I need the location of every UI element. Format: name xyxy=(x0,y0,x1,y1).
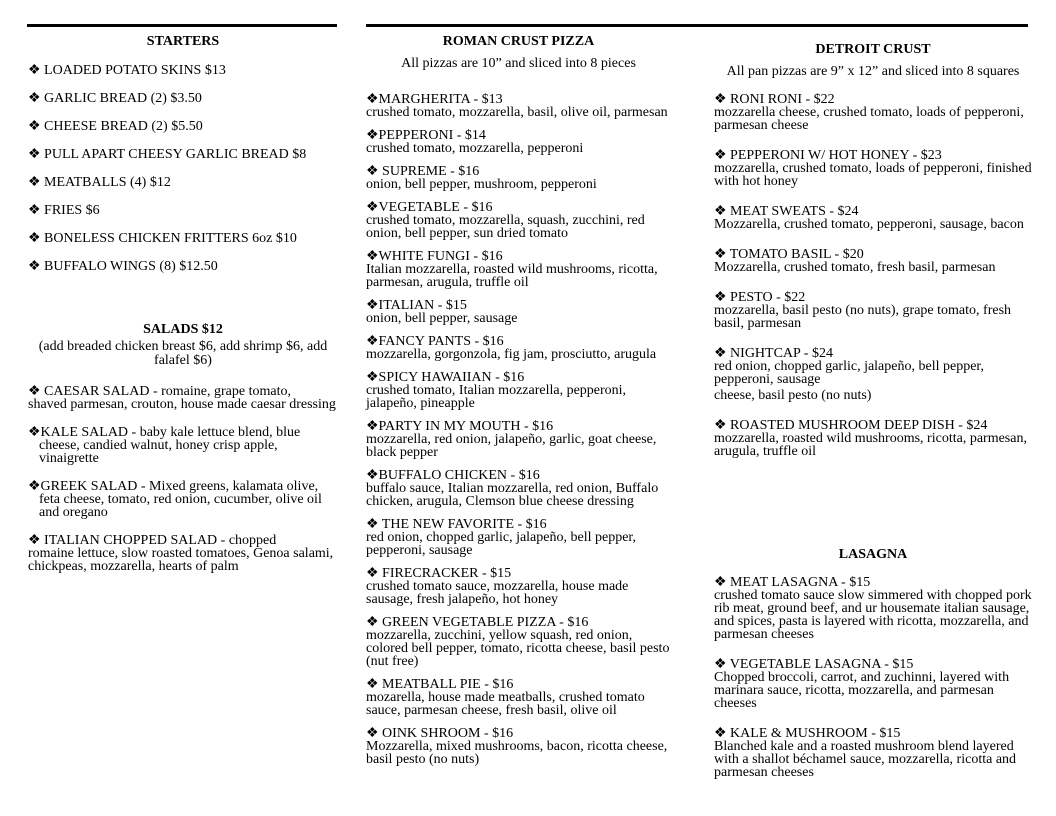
pizza-desc: crushed tomato, mozzarella, squash, zucchini, red onion, bell pepper, sun dried tomato xyxy=(366,213,645,241)
starter-item: ❖ CHEESE BREAD (2) $5.50 xyxy=(28,119,203,134)
pizza-name: ❖WHITE FUNGI - $16 xyxy=(366,249,503,264)
pizza-item xyxy=(714,205,1032,231)
pizza-desc: Mozzarella, mixed mushrooms, bacon, ricotta cheese, basil pesto (no nuts) xyxy=(366,739,668,767)
pizza-name: ❖ MEATBALL PIE - $16 xyxy=(366,677,514,692)
pizza-name: ❖ITALIAN - $15 xyxy=(366,298,467,313)
lasagna-section xyxy=(714,547,1032,779)
pizza-item xyxy=(366,616,671,668)
pizza-name: ❖SPICY HAWAIIAN - $16 xyxy=(366,370,525,385)
roman-crust-column xyxy=(366,34,671,766)
starter-item: ❖ FRIES $6 xyxy=(28,203,100,218)
pizza-item xyxy=(714,419,1032,458)
pizza-desc: mozzarella, basil pesto (no nuts), grape tomato, fresh basil, parmesan xyxy=(714,303,1012,331)
pizza-item xyxy=(366,518,671,557)
pizza-name: ❖PEPPERONI - $14 xyxy=(366,128,486,143)
pizza-desc: onion, bell pepper, mushroom, pepperoni xyxy=(366,177,597,192)
pizza-name: ❖ OINK SHROOM - $16 xyxy=(366,726,514,741)
pizza-desc: red onion, chopped garlic, jalapeño, bell pepper, pepperoni, sausage xyxy=(714,359,985,387)
pizza-desc: crushed tomato, mozzarella, basil, olive oil, parmesan xyxy=(366,105,668,120)
starter-item: ❖ BUFFALO WINGS (8) $12.50 xyxy=(28,259,218,274)
pizza-desc: mozzarella, crushed tomato, loads of pepperoni, finished with hot honey xyxy=(714,161,1032,189)
pizza-item xyxy=(714,93,1032,132)
pizza-item xyxy=(714,347,1032,402)
detroit-list xyxy=(714,93,1032,458)
starters-list xyxy=(28,62,338,275)
pizza-item xyxy=(366,469,671,508)
pizza-desc-continued: cheese, basil pesto (no nuts) xyxy=(714,388,872,403)
pizza-desc: Italian mozzarella, roasted wild mushrooms, ricotta, parmesan, arugula, truffle oil xyxy=(366,262,658,290)
lasagna-item xyxy=(714,658,1032,710)
salads-section xyxy=(28,322,338,573)
pizza-desc: mozzarella, zucchini, yellow squash, red onion, colored bell pepper, tomato, ricotta cheese, basil pesto (nut free) xyxy=(366,628,670,669)
pizza-name: ❖ PEPPERONI W/ HOT HONEY - $23 xyxy=(714,148,942,163)
starter-item: ❖ GARLIC BREAD (2) $3.50 xyxy=(28,91,202,106)
starters-heading: STARTERS xyxy=(146,34,220,49)
starter-item: ❖ LOADED POTATO SKINS $13 xyxy=(28,63,226,78)
salad-desc: feta cheese, tomato, red onion, cucumber, olive oil and oregano xyxy=(39,492,322,520)
pizza-name: ❖ GREEN VEGETABLE PIZZA - $16 xyxy=(366,615,589,630)
pizza-name: ❖ RONI RONI - $22 xyxy=(714,92,835,107)
left-top-rule xyxy=(27,24,337,27)
pizza-name: ❖VEGETABLE - $16 xyxy=(366,200,493,215)
pizza-item xyxy=(366,250,671,289)
pizza-desc: buffalo sauce, Italian mozzarella, red onion, Buffalo chicken, arugula, Clemson blue cheese dressing xyxy=(366,481,659,509)
pizza-item xyxy=(366,420,671,459)
pizza-desc: mozzarella, gorgonzola, fig jam, prosciutto, arugula xyxy=(366,347,657,362)
salads-heading: SALADS $12 xyxy=(143,322,223,337)
pizza-name: ❖ NIGHTCAP - $24 xyxy=(714,346,833,361)
pizza-name: ❖ THE NEW FAVORITE - $16 xyxy=(366,517,547,532)
pizza-desc: mozarella, house made meatballs, crushed tomato sauce, parmesan cheese, fresh basil, olive oil xyxy=(366,690,645,718)
pizza-desc: crushed tomato, mozzarella, pepperoni xyxy=(366,141,584,156)
pizza-desc: crushed tomato, Italian mozzarella, pepperoni, jalapeño, pineapple xyxy=(366,383,627,411)
lasagna-name: ❖ KALE & MUSHROOM - $15 xyxy=(714,726,901,741)
lasagna-item xyxy=(714,727,1032,779)
roman-heading: ROMAN CRUST PIZZA xyxy=(442,34,595,49)
detroit-crust-column xyxy=(714,42,1032,458)
pizza-name: ❖PARTY IN MY MOUTH - $16 xyxy=(366,419,554,434)
salad-item xyxy=(28,385,338,411)
roman-subtitle: All pizzas are 10” and sliced into 8 pieces xyxy=(401,56,636,71)
pizza-item xyxy=(366,678,671,717)
salad-desc: romaine lettuce, slow roasted tomatoes, Genoa salami, chickpeas, mozzarella, hearts of palm xyxy=(28,546,334,574)
salad-item xyxy=(28,426,338,465)
pizza-item xyxy=(366,129,671,155)
pizza-item xyxy=(714,291,1032,330)
pizza-item xyxy=(366,371,671,410)
roman-list xyxy=(366,93,671,766)
salads-note: (add breaded chicken breast $6, add shrimp $6, add falafel $6) xyxy=(38,339,328,368)
salad-title-line: ❖ CAESAR SALAD - romaine, grape tomato, xyxy=(28,384,291,399)
pizza-name: ❖MARGHERITA - $13 xyxy=(366,92,503,107)
pizza-desc: mozzarella cheese, crushed tomato, loads of pepperoni, parmesan cheese xyxy=(714,105,1024,133)
pizza-item xyxy=(366,201,671,240)
starters-column xyxy=(28,34,338,275)
pizza-item xyxy=(366,335,671,361)
lasagna-desc: Blanched kale and a roasted mushroom blend layered with a shallot béchamel sauce, mozzarella, ricotta and parmesan cheeses xyxy=(714,739,1017,780)
pizza-item xyxy=(366,93,671,119)
pizza-name: ❖ TOMATO BASIL - $20 xyxy=(714,247,864,262)
pizza-item xyxy=(366,567,671,606)
salad-title-line: ❖ ITALIAN CHOPPED SALAD - chopped xyxy=(28,533,277,548)
pizza-desc: mozzarella, roasted wild mushrooms, ricotta, parmesan, arugula, truffle oil xyxy=(714,431,1027,459)
salad-item xyxy=(28,534,338,573)
pizza-name: ❖ SUPREME - $16 xyxy=(366,164,480,179)
pizza-item xyxy=(366,727,671,766)
lasagna-desc: Chopped broccoli, carrot, and zuchinni, layered with marinara sauce, ricotta, mozzarella, and parmesan cheeses xyxy=(714,670,1010,711)
pizza-item xyxy=(714,149,1032,188)
lasagna-name: ❖ MEAT LASAGNA - $15 xyxy=(714,575,871,590)
salad-title-line: ❖KALE SALAD - baby kale lettuce blend, blue xyxy=(28,425,301,440)
lasagna-item xyxy=(714,576,1032,641)
pizza-item xyxy=(366,299,671,325)
detroit-subtitle: All pan pizzas are 9” x 12” and sliced into 8 squares xyxy=(726,64,1020,79)
salad-item xyxy=(28,480,338,519)
pizza-name: ❖ PESTO - $22 xyxy=(714,290,806,305)
salad-title-line: ❖GREEK SALAD - Mixed greens, kalamata olive, xyxy=(28,479,319,494)
pizza-desc: red onion, chopped garlic, jalapeño, bell pepper, pepperoni, sausage xyxy=(366,530,637,558)
pizza-desc: Mozzarella, crushed tomato, pepperoni, sausage, bacon xyxy=(714,217,1024,232)
pizza-name: ❖ MEAT SWEATS - $24 xyxy=(714,204,859,219)
pizza-desc: crushed tomato sauce, mozzarella, house made sausage, fresh jalapeño, hot honey xyxy=(366,579,629,607)
pizza-name: ❖FANCY PANTS - $16 xyxy=(366,334,504,349)
starter-item: ❖ MEATBALLS (4) $12 xyxy=(28,175,171,190)
pizza-desc: onion, bell pepper, sausage xyxy=(366,311,518,326)
pizza-desc: Mozzarella, crushed tomato, fresh basil, parmesan xyxy=(714,260,996,275)
lasagna-desc: crushed tomato sauce slow simmered with chopped pork rib meat, ground beef, and ur housemate italian sausage, and spices, pasta is layered with ricotta, mozzarella, and parmesan cheeses xyxy=(714,588,1032,642)
pizza-desc: mozzarella, red onion, jalapeño, garlic, goat cheese, black pepper xyxy=(366,432,657,460)
pizza-name: ❖BUFFALO CHICKEN - $16 xyxy=(366,468,540,483)
starter-item: ❖ BONELESS CHICKEN FRITTERS 6oz $10 xyxy=(28,231,297,246)
lasagna-name: ❖ VEGETABLE LASAGNA - $15 xyxy=(714,657,914,672)
right-top-rule xyxy=(366,24,1028,27)
salad-desc: cheese, candied walnut, honey crisp apple, vinaigrette xyxy=(39,438,278,466)
starter-item: ❖ PULL APART CHEESY GARLIC BREAD $8 xyxy=(28,147,307,162)
pizza-item xyxy=(366,165,671,191)
pizza-item xyxy=(714,248,1032,274)
pizza-name: ❖ ROASTED MUSHROOM DEEP DISH - $24 xyxy=(714,418,988,433)
pizza-name: ❖ FIRECRACKER - $15 xyxy=(366,566,512,581)
salad-desc: shaved parmesan, crouton, house made caesar dressing xyxy=(28,397,336,412)
lasagna-heading: LASAGNA xyxy=(838,547,908,562)
detroit-heading: DETROIT CRUST xyxy=(815,42,931,57)
